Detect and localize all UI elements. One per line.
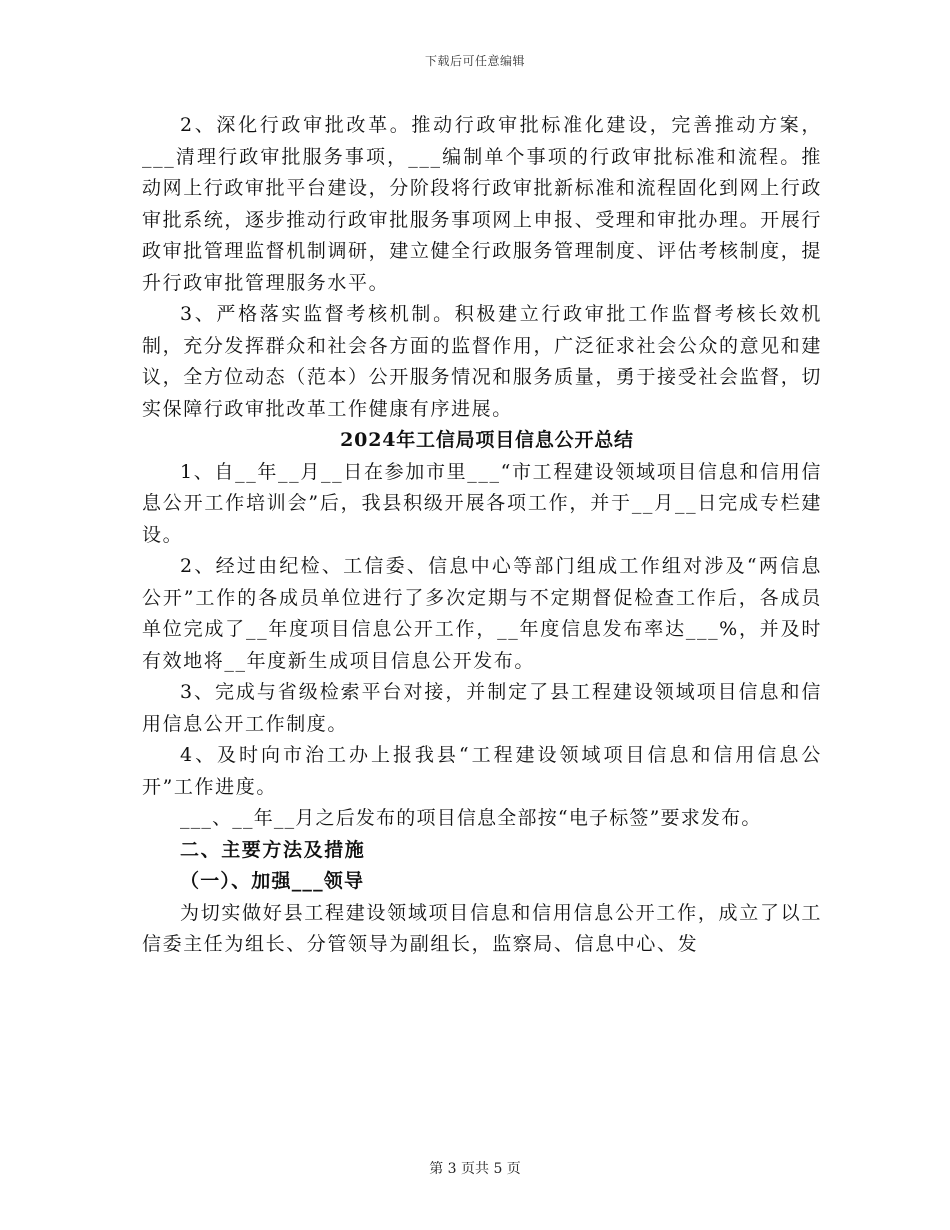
- page-header: 下载后可任意编辑: [424, 54, 525, 68]
- list-item: 2、经过由纪检、工信委、信息中心等部门组成工作组对涉及“两信息公开”工作的各成员单位进行了多次定期与不定期督促检查工作后，各成员单位完成了__年度项目信息公开工作，__年度信息发布率达___%，并及时有效地将__年度新生成项目信息公开发布。: [142, 555, 822, 672]
- page-number-footer: 第 3 页共 5 页: [429, 1161, 521, 1177]
- paragraph-supervision: 3、严格落实监督考核机制。积极建立行政审批工作监督考核长效机制，充分发挥群众和社会各方面的监督作用，广泛征求社会公众的意见和建议，全方位动态（范本）公开服务情况和服务质量，勇于接受社会监督，切实保障行政审批改革工作健康有序进展。: [142, 303, 822, 420]
- list-item: 3、完成与省级检索平台对接，并制定了县工程建设领域项目信息和信用信息公开工作制度。: [142, 681, 822, 735]
- list-item: ___、__年__月之后发布的项目信息全部按“电子标签”要求发布。: [180, 807, 762, 829]
- list-item: 4、及时向市治工办上报我县“工程建设领域项目信息和信用信息公开”工作进度。: [142, 744, 822, 798]
- list-item: 1、自__年__月__日在参加市里___“市工程建设领域项目信息和信用信息公开工作培训会”后，我县积级开展各项工作，并于__月__日完成专栏建设。: [142, 460, 822, 546]
- section-title: 2024年工信局项目信息公开总结: [340, 429, 634, 451]
- paragraph-leadership-group: 为切实做好县工程建设领域项目信息和信用信息公开工作，成立了以工信委主任为组长、分管领导为副组长，监察局、信息中心、发: [142, 901, 822, 955]
- section-heading-methods: 二、主要方法及措施: [180, 838, 366, 861]
- paragraph-deepen-reform: 2、深化行政审批改革。推动行政审批标准化建设，完善推动方案，___清理行政审批服务事项，___编制单个事项的行政审批标准和流程。推动网上行政审批平台建设，分阶段将行政审批新标准和流程固化到网上行政审批系统，逐步推动行政审批服务事项网上申报、受理和审批办理。开展行政审批管理监督机制调研，建立健全行政服务管理制度、评估考核制度，提升行政审批管理服务水平。: [142, 114, 822, 294]
- subheading-leadership: （一）、加强___领导: [180, 870, 365, 892]
- document-body: [142, 110, 822, 961]
